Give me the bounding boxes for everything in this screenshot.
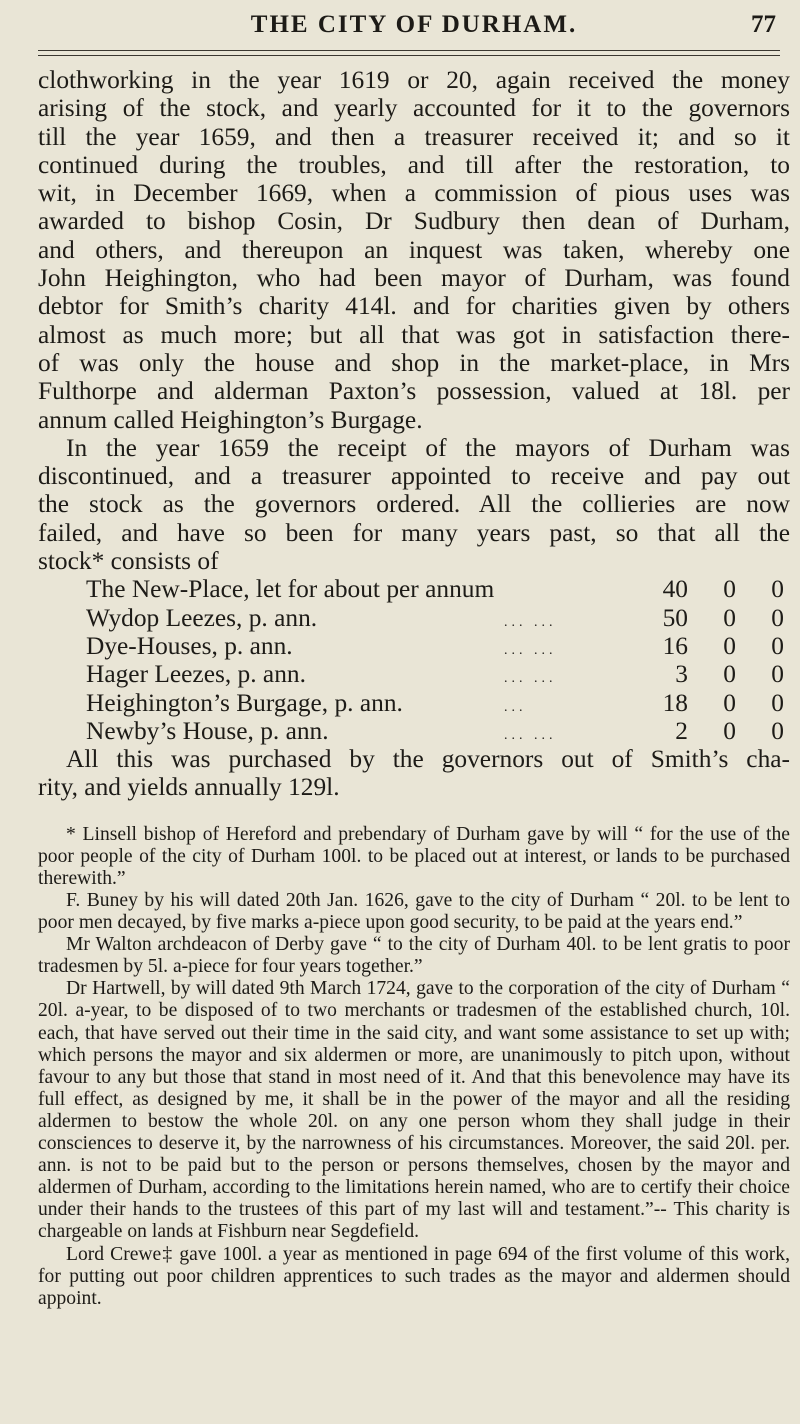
rent-item: Heighington’s Burgage, p. ann.: [86, 688, 403, 717]
footnotes: [38, 824, 790, 1310]
rent-amount: [644, 604, 790, 632]
running-head: [38, 0, 790, 46]
rent-shillings: 0: [723, 631, 736, 660]
rent-pounds: 2: [675, 716, 688, 745]
main-text: [38, 66, 790, 802]
text-line: wit, in December 1669, when a commission of pious uses was: [38, 179, 790, 208]
text-line: stock* consists of: [38, 547, 219, 576]
rent-row: [86, 604, 790, 632]
rent-row: [86, 717, 790, 745]
rent-row: [86, 632, 790, 660]
rent-dots: ...: [504, 699, 527, 715]
rent-shillings: 0: [723, 575, 736, 604]
text-line: continued during the troubles, and till after the restoration, to: [38, 150, 790, 179]
paragraph-1: [38, 66, 790, 434]
text-line: discontinued, and a treasurer appointed to receive and pay out: [38, 462, 790, 491]
text-line: annum called Heighington’s Burgage.: [38, 405, 423, 434]
summary-paragraph: [38, 745, 790, 802]
text-line: of was only the house and shop in the market-place, in Mrs: [38, 348, 790, 377]
rent-item: Wydop Leezes, p. ann.: [86, 603, 318, 632]
text-line: till the year 1659, and then a treasurer received it; and so it: [38, 122, 790, 151]
rent-pounds: 3: [675, 660, 688, 689]
rent-shillings: 0: [723, 660, 736, 689]
text-line: failed, and have so been for many years past, so that all the: [38, 518, 790, 547]
text-line: All this was purchased by the governors out of Smith’s cha-: [66, 745, 790, 774]
rent-shillings: 0: [723, 603, 736, 632]
text-line: rity, and yields annually 129l.: [38, 773, 340, 802]
rent-pounds: 16: [662, 631, 688, 660]
rent-dots: ... ...: [504, 642, 557, 658]
rent-shillings: 0: [723, 688, 736, 717]
rent-item: Hager Leezes, p. ann.: [86, 660, 306, 689]
text-line: debtor for Smith’s charity 414l. and for charities given by others: [38, 292, 790, 321]
rent-table: [86, 575, 790, 745]
text-line: almost as much more; but all that was got in satisfaction there-: [38, 320, 790, 349]
text-line: clothworking in the year 1619 or 20, again received the money: [38, 66, 790, 94]
rent-amount: [644, 717, 790, 745]
footnote: Dr Hartwell, by will dated 9th March 1724, gave to the corporation of the city of Durham “ 20l. a-year, to be disposed of to two merchants or tradesmen of the established church, 10l. each, that have served out their time in the said city, and want some assistance to set up with; which persons the mayor and six aldermen or more, are unanimously to pitch upon, without favour to any but those that stand in most need of it. And that this benevolence may have its full effect, as designed by me, it shall be in the power of the mayor and all the residing aldermen to bestow the whole 20l. on any one person whom they shall judge in their consciences to deserve it, by the narrowness of his circumstances. Moreover, the said 20l. per. ann. is not to be paid but to the person or persons themselves, chosen by the mayor and aldermen of Durham, according to the limitations herein named, who are to certify their choice under their hands to the trustees of this part of my last will and testament.”-- This charity is chargeable on lands at Fishburn near Segdefield.: [38, 978, 790, 1243]
rent-dots: ... ...: [504, 671, 557, 687]
text-line: John Heighington, who had been mayor of Durham, was found: [38, 264, 790, 293]
rent-pounds: 50: [662, 603, 688, 632]
header-rule: [38, 50, 780, 56]
rent-amount: [644, 632, 790, 660]
footnote: F. Buney by his will dated 20th Jan. 1626, gave to the city of Durham “ 20l. to be lent to poor men decayed, by five marks a-piece upon good security, to be paid at the years end.”: [38, 890, 790, 934]
rent-pounds: 18: [662, 688, 688, 717]
rent-pence: 0: [771, 603, 784, 632]
rent-item: Dye-Houses, p. ann.: [86, 631, 293, 660]
text-line: In the year 1659 the receipt of the mayors of Durham was: [66, 433, 790, 462]
text-line: arising of the stock, and yearly accounted for it to the governors: [38, 94, 790, 123]
page-number: 77: [751, 11, 776, 38]
rent-row: [86, 575, 790, 603]
footnote: Mr Walton archdeacon of Derby gave “ to the city of Durham 40l. to be lent gratis to poor tradesmen by 5l. a-piece for four years together.”: [38, 934, 790, 978]
text-line: Fulthorpe and alderman Paxton’s possession, valued at 18l. per: [38, 377, 790, 406]
text-line: and others, and thereupon an inquest was taken, whereby one: [38, 235, 790, 264]
rent-pence: 0: [771, 575, 784, 604]
text-line: awarded to bishop Cosin, Dr Sudbury then dean of Durham,: [38, 207, 790, 236]
rent-item: The New-Place, let for about per annum: [86, 575, 495, 604]
running-title: THE CITY OF DURHAM.: [250, 11, 578, 38]
paragraph-2: [38, 434, 790, 575]
rent-row: [86, 660, 790, 688]
rent-pence: 0: [771, 631, 784, 660]
rent-amount: [644, 660, 790, 688]
rent-dots: ... ...: [504, 727, 557, 743]
rent-dots: ... ...: [504, 614, 557, 630]
rent-item: Newby’s House, p. ann.: [86, 716, 329, 745]
rent-pence: 0: [771, 716, 784, 745]
rent-pounds: 40: [662, 575, 688, 604]
footnote: * Linsell bishop of Hereford and prebendary of Durham gave by will “ for the use of the poor people of the city of Durham 100l. to be placed out at interest, or lands to be purchased therewith.”: [38, 823, 790, 889]
rent-pence: 0: [771, 688, 784, 717]
rent-amount: [644, 575, 790, 603]
rent-amount: [644, 689, 790, 717]
text-line: the stock as the governors ordered. All the collieries are now: [38, 490, 790, 519]
rent-row: [86, 689, 790, 717]
rent-shillings: 0: [723, 716, 736, 745]
rent-pence: 0: [771, 660, 784, 689]
footnote: Lord Crewe‡ gave 100l. a year as mentioned in page 694 of the first volume of this work, for putting out poor children apprentices to such trades as the mayor and aldermen should appoint.: [38, 1243, 790, 1309]
